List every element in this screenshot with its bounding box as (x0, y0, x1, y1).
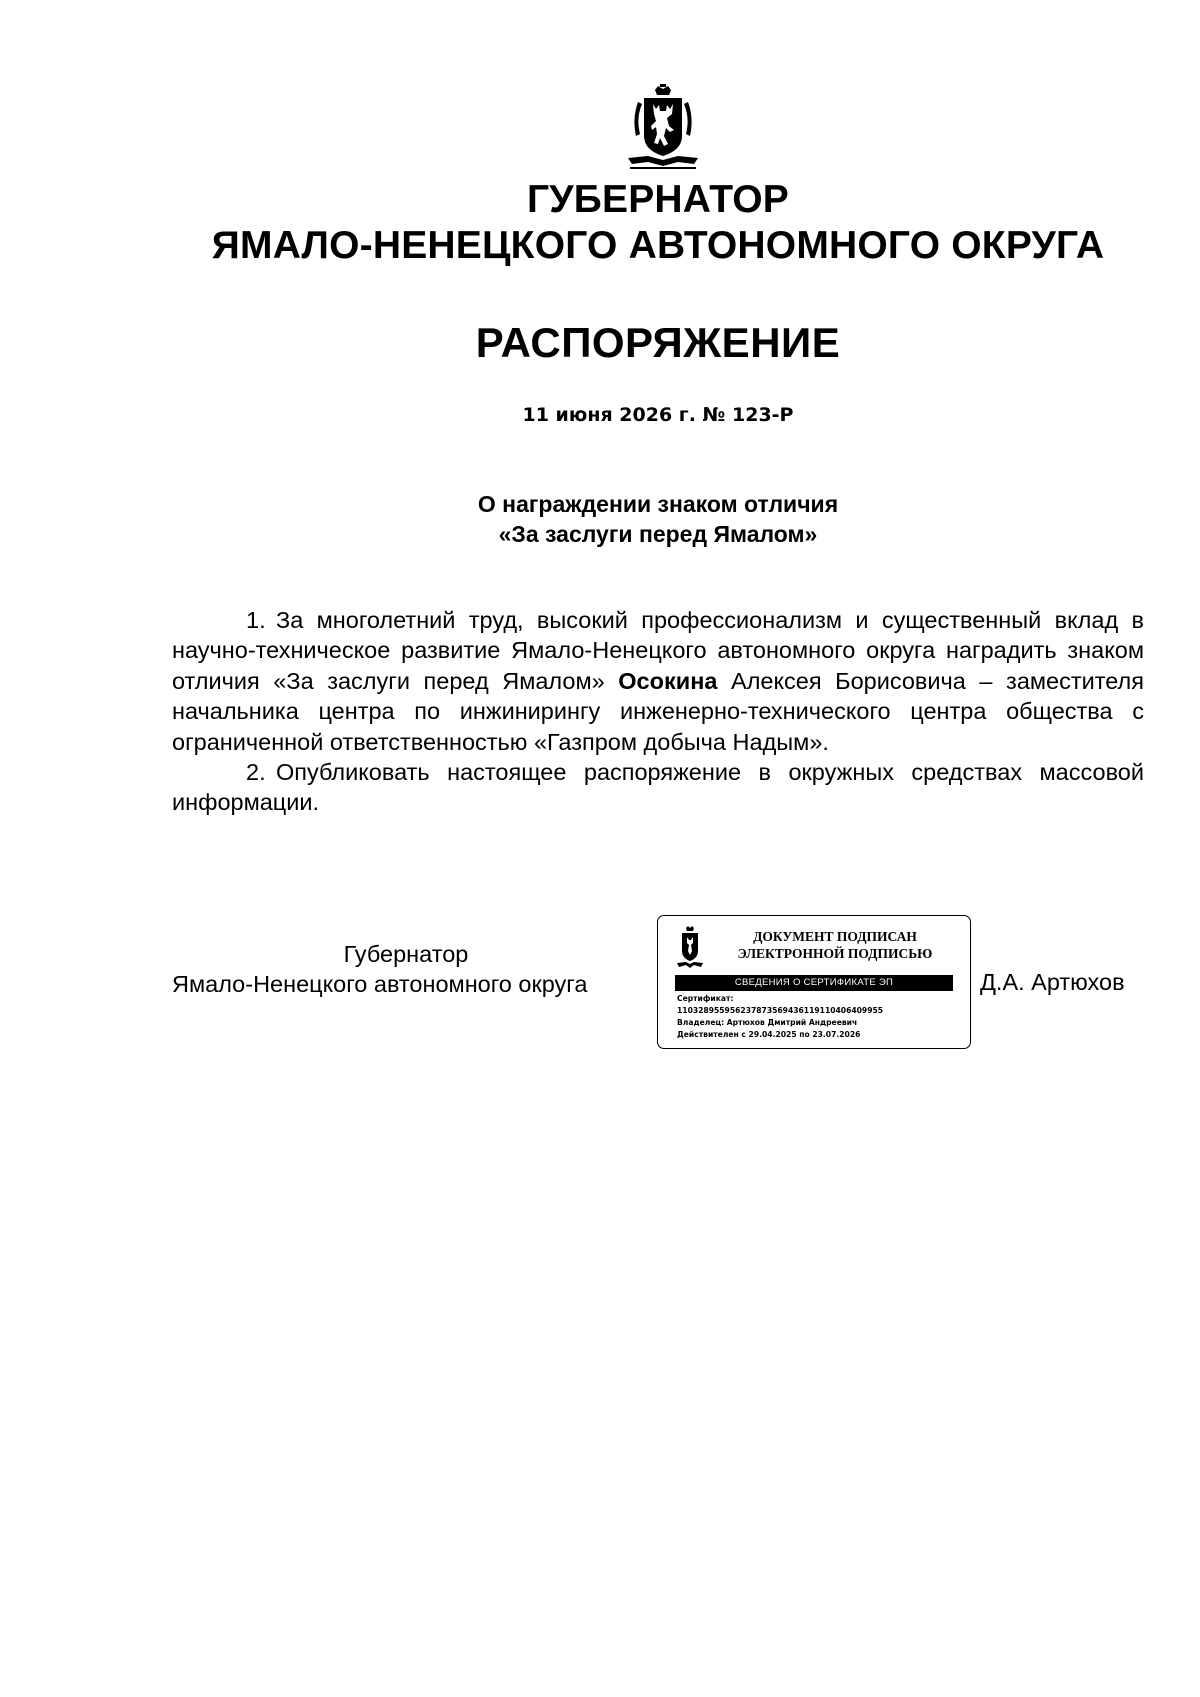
awardee-surname: Осокина (618, 667, 718, 694)
document-type: РАСПОРЯЖЕНИЕ (475, 319, 841, 366)
coat-of-arms-icon (675, 925, 705, 971)
certificate-owner: Владелец: Артюхов Дмитрий Андреевич (677, 1018, 858, 1027)
certificate-number: 110328955956237873569436119110406409955 (677, 1006, 884, 1015)
subject-line2: «За заслуги перед Ямалом» (498, 521, 818, 547)
header-title-line1: ГУБЕРНАТОР (526, 178, 789, 221)
stamp-title-line1: ДОКУМЕНТ ПОДПИСАН (753, 929, 917, 944)
signatory-post-line2: Ямало-Ненецкого автономного округа (172, 971, 588, 998)
header-title-line2: ЯМАЛО-НЕНЕЦКОГО АВТОНОМНОГО ОКРУГА (211, 224, 1105, 267)
stamp-title-line2: ЭЛЕКТРОННОЙ ПОДПИСЬЮ (737, 946, 933, 961)
electronic-signature-stamp (657, 915, 971, 1049)
signatory-name: Д.А. Артюхов (980, 969, 1125, 995)
paragraph-text: Опубликовать настоящее распоряжение в окружных средствах массовой информации. (172, 759, 1144, 816)
stamp-title (710, 928, 960, 962)
paragraph-number: 1. (246, 607, 266, 633)
paragraph-text-continued: Алексея Борисовича – заместителя начальника центра по инжинирингу инженерно-технического центра общества с ограниченной ответственностью «Газпром добыча Надым». (172, 667, 1144, 755)
signatory-post-line1: Губернатор (343, 941, 469, 967)
subject-line1: О награждении знаком отличия (477, 491, 839, 517)
document-subject (0, 489, 1200, 549)
certificate-validity: Действителен с 29.04.2025 по 23.07.2026 (677, 1030, 861, 1039)
certificate-details (677, 993, 957, 1041)
coat-of-arms-icon (622, 84, 704, 172)
signatory-post (172, 939, 640, 1000)
certificate-info-bar: СВЕДЕНИЯ О СЕРТИФИКАТЕ ЭП (675, 975, 953, 991)
certificate-label: Сертификат: (677, 994, 734, 1003)
document-body (172, 605, 1144, 818)
paragraph-number: 2. (246, 759, 266, 786)
paragraph-1 (172, 605, 1144, 757)
paragraph-text: За многолетний труд, высокий профессионализм и существенный вклад в научно-техническое развитие Ямало-Ненецкого автономного округа наградить знаком отличия «За заслуги перед Ямалом» (172, 607, 1144, 694)
document-date-number: 11 июня 2026 г. № 123-Р (522, 404, 794, 426)
paragraph-2 (172, 757, 1144, 818)
